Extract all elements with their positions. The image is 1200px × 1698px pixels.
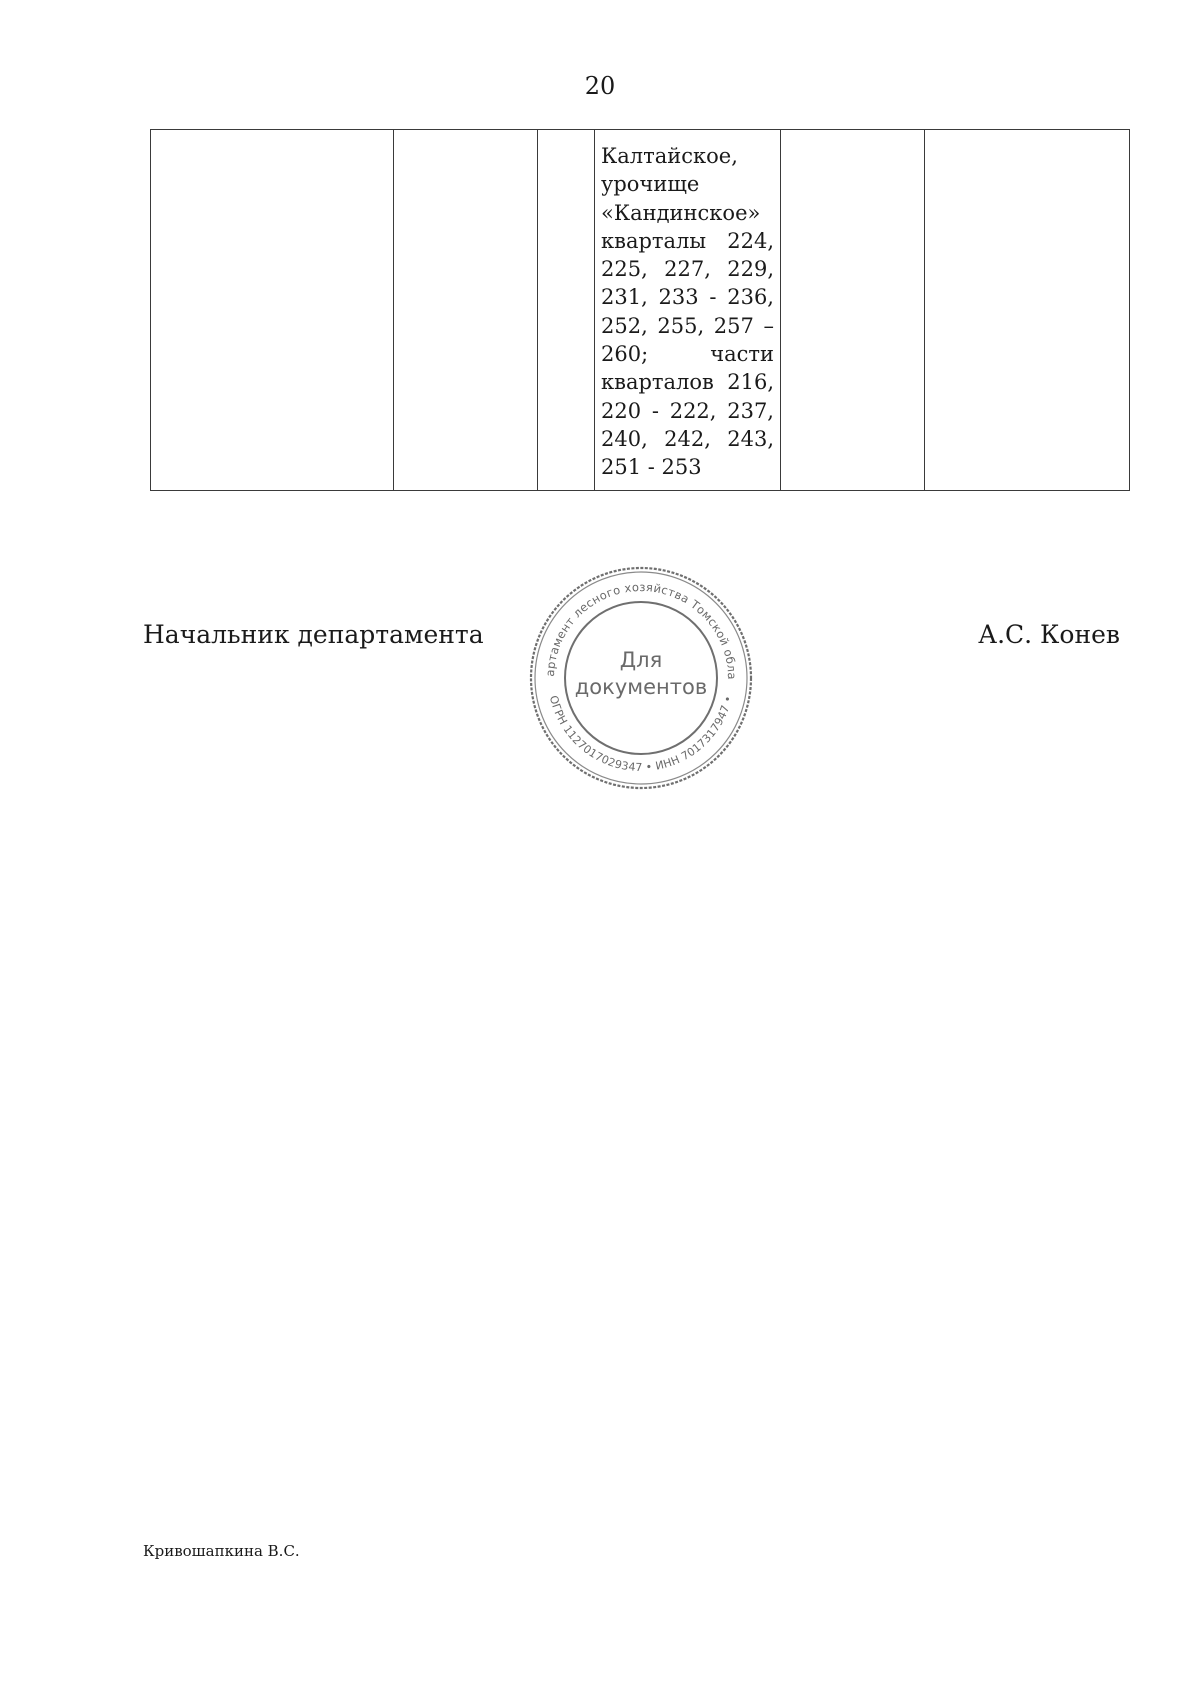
official-stamp bbox=[528, 565, 754, 791]
table-row bbox=[151, 130, 1130, 491]
cell-line: 251 - 253 bbox=[601, 455, 702, 480]
stamp-bottom-text: ОГРН 1127017029347 • ИНН 7017317947 • bbox=[546, 694, 736, 775]
page-number: 20 bbox=[584, 72, 616, 100]
stamp-center-text: Для bbox=[619, 648, 663, 672]
cell-line: «Кандинское» bbox=[601, 200, 761, 225]
cell-line: кварталы 224, bbox=[601, 228, 774, 253]
cell-line: 240, 242, 243, bbox=[601, 426, 774, 451]
svg-text:ОГРН 1127017029347 • ИНН 70173 bbox=[547, 694, 735, 774]
signatory-position: Начальник департамента bbox=[143, 620, 484, 649]
cell-text bbox=[601, 142, 774, 482]
signatory-name: А.С. Конев bbox=[978, 620, 1120, 649]
executor-name: Кривошапкина В.С. bbox=[143, 1542, 300, 1560]
table-cell bbox=[151, 130, 394, 491]
table-cell-location bbox=[595, 130, 781, 491]
stamp-center-text: документов bbox=[574, 675, 708, 699]
table-cell bbox=[925, 130, 1130, 491]
data-table bbox=[150, 129, 1130, 491]
stamp-outer-text: артамент лесного хозяйства Томской обла bbox=[542, 579, 740, 680]
table-cell bbox=[781, 130, 925, 491]
cell-line: Калтайское, bbox=[601, 144, 738, 168]
cell-line: 231, 233 - 236, bbox=[601, 285, 774, 310]
cell-line: кварталов 216, bbox=[601, 370, 774, 395]
cell-line: 260; части bbox=[601, 342, 774, 367]
table-cell bbox=[394, 130, 538, 491]
cell-line: 225, 227, 229, bbox=[601, 257, 774, 282]
cell-line: урочище bbox=[601, 172, 700, 197]
table-cell bbox=[538, 130, 595, 491]
cell-line: 252, 255, 257 – bbox=[601, 313, 774, 338]
cell-line: 220 - 222, 237, bbox=[601, 398, 774, 423]
